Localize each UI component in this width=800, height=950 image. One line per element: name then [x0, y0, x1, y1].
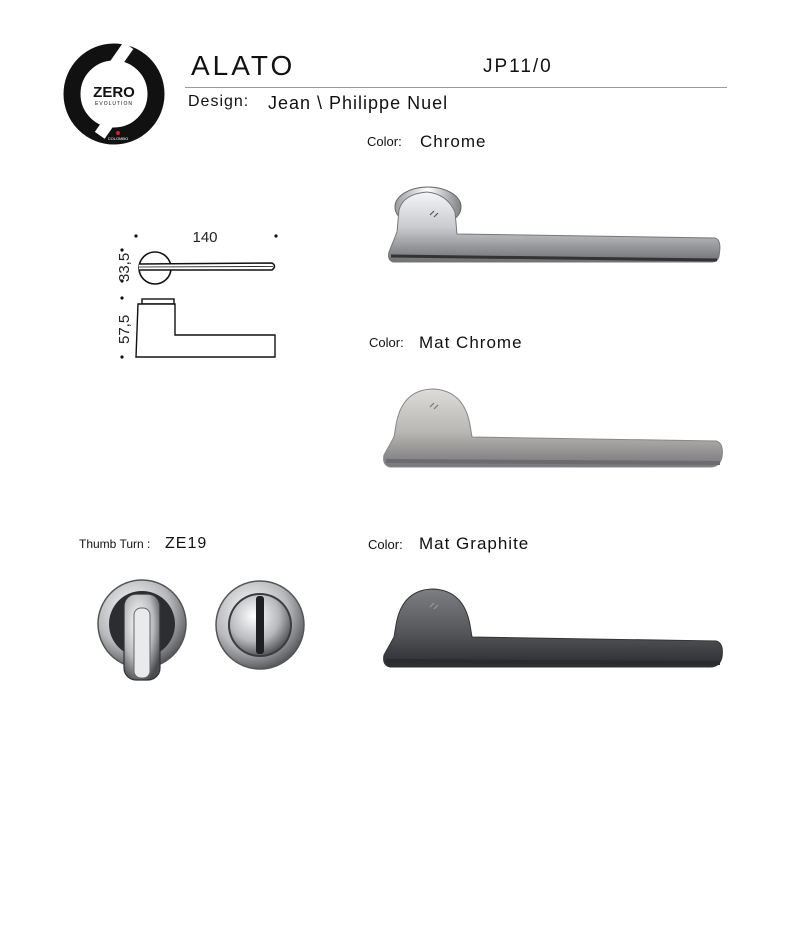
- thumb-turn-code: ZE19: [165, 535, 208, 552]
- color-name-chrome: Chrome: [420, 132, 487, 151]
- dim-projection: 57,5: [116, 314, 133, 344]
- logo-subtext: EVOLUTION: [95, 101, 133, 107]
- design-label: Design:: [188, 93, 250, 110]
- color-label-mat-chrome: Color:: [369, 335, 404, 350]
- color-label-mat-graphite: Color:: [368, 537, 403, 552]
- product-code: JP11/0: [483, 56, 553, 77]
- thumb-turn-label: Thumb Turn :: [79, 537, 151, 551]
- maker-text: COLOMBO: [107, 136, 129, 141]
- color-name-mat-graphite: Mat Graphite: [419, 534, 530, 553]
- logo-text: ZERO: [93, 84, 135, 101]
- dim-length: 140: [192, 229, 218, 246]
- color-name-mat-chrome: Mat Chrome: [419, 333, 523, 352]
- brand-logo: [62, 42, 166, 146]
- dim-rose: 33,5: [116, 252, 133, 282]
- thumb-turn-front: [94, 578, 190, 686]
- handle-mat-graphite: [382, 585, 727, 675]
- handle-mat-chrome: [382, 385, 727, 475]
- dimension-drawing: [105, 222, 290, 367]
- handle-chrome: [385, 182, 725, 272]
- header-divider: [185, 87, 727, 88]
- product-name: ALATO: [191, 50, 296, 81]
- color-label-chrome: Color:: [367, 134, 402, 149]
- thumb-turn-back: [212, 578, 308, 674]
- designer-name: Jean \ Philippe Nuel: [268, 93, 449, 113]
